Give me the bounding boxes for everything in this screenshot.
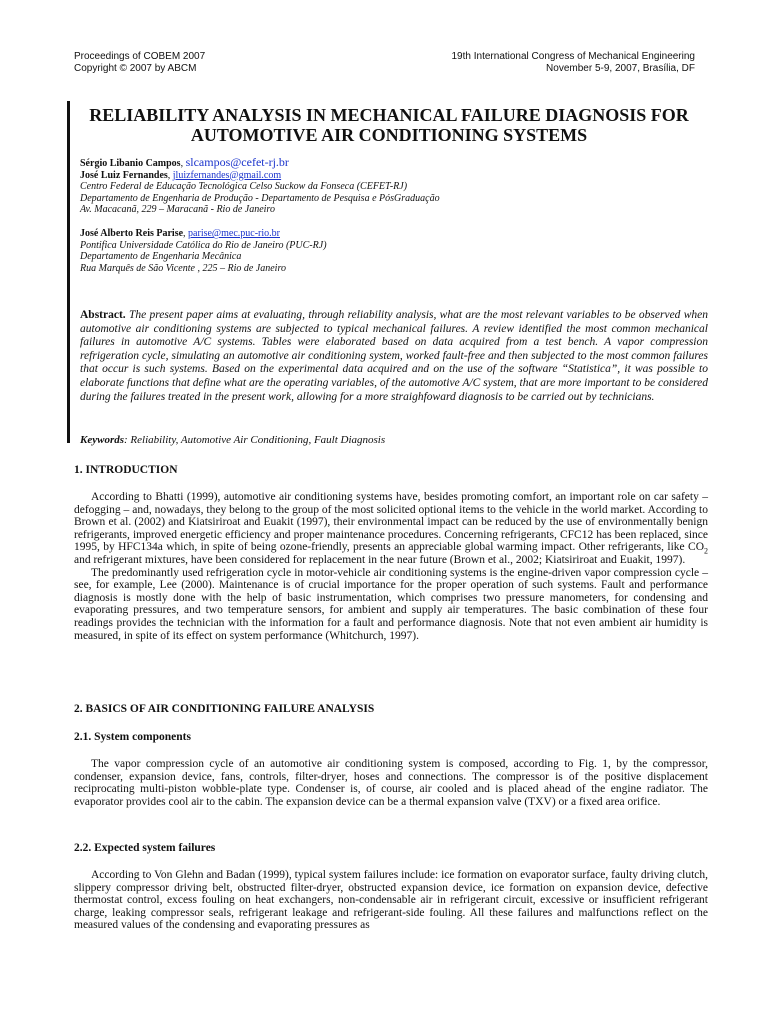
author-3-email[interactable]: parise@mec.puc-rio.br: [188, 227, 280, 239]
paper-title: [70, 105, 708, 145]
title-block: [67, 101, 710, 446]
section-1-body: [74, 491, 708, 642]
section-2-1-paragraph-1: The vapor compression cycle of an automotive air conditioning system is composed, according to Fig. 1, by the compressor, condenser, expansion device, fans, controls, filter-dryer, hoses and connections. The compressor is of the positive displacement reciprocating multi-piston wobble-plate type. Condenser is, of course, air cooled and is placed ahead of the engine radiator. The evaporator provides cool air to the cabin. The expansion device can be a thermal expansion valve (TXV) or a fixed area orifice.: [74, 758, 708, 808]
section-1-paragraph-1: [74, 491, 708, 567]
section-2-2-body: [74, 869, 708, 932]
author-2-name: José Luiz Fernandes: [80, 169, 168, 181]
affiliation-1-line-2: Departamento de Engenharia de Produção - Departamento de Pesquisa e PósGraduação: [80, 192, 440, 204]
author-2: José Luiz Fernandes, jluizfernandes@gmail.com: [80, 169, 282, 181]
affiliation-2-line-2: Departamento de Engenharia Mecânica: [80, 251, 242, 263]
author-1-name: Sérgio Libanio Campos: [80, 158, 181, 169]
conference-name: Proceedings of COBEM 2007: [74, 51, 206, 62]
title-line-1: RELIABILITY ANALYSIS IN MECHANICAL FAILURE DIAGNOSIS FOR: [89, 105, 689, 125]
section-1-heading: 1. INTRODUCTION: [74, 464, 178, 476]
author-1-email[interactable]: slcampos@cefet-rj.br: [185, 155, 289, 169]
author-3: José Alberto Reis Parise, parise@mec.puc-rio.br: [80, 227, 280, 239]
s1-p1-text-a: According to Bhatti (1999), automotive air conditioning systems have, besides promoting comfort, an important role on car safety – defogging – and, nowadays, they belong to the group of the most solicited optional items to the vehicle in the world market. According to Brown et al. (2002) and Kiatsiriroat and Euakit (1997), their environmental impact can be reduced by the use of environmentally benign refrigerants, improved energetic efficiency and proper maintenance procedures. Concerning refrigerants, CFC12 has been replaced, since 1995, by HFC134a which, in spite of being ozone-friendly, presents an appreciable global warming impact. Other refrigerants, like CO: [74, 491, 708, 554]
section-2-1-heading: 2.1. System components: [74, 731, 191, 743]
section-1-paragraph-2: The predominantly used refrigeration cycle in motor-vehicle air conditioning systems is the engine-driven vapor compression cycle – see, for example, Lee (2000). Maintenance is of crucial importance for the proper operation of such systems. Fault and performance diagnosis is mostly done with the help of basic instrumentation, which comprises two pressure manometers, for condensing and evaporating pressures, and two temperature sensors, for ambient and supply air temperatures. The basic combination of these four readings provides the technician with the information for a fault and performance diagnosis. Note that not even ambient air humidity is measured, in spite of its effect on system performance (Whitchurch, 1997).: [74, 566, 708, 642]
keywords-text: : Reliability, Automotive Air Conditioning, Fault Diagnosis: [124, 434, 386, 446]
section-2-heading: 2. BASICS OF AIR CONDITIONING FAILURE ANALYSIS: [74, 703, 375, 715]
copyright-line: Copyright © 2007 by ABCM: [74, 63, 197, 74]
section-2-2-paragraph-1: According to Von Glehn and Badan (1999), typical system failures include: ice formation on evaporator surface, faulty driving clutch, slippery compressor driving belt, obstructed filter-dryer, obstructed expansion device, ice formation on expansion device, defective thermostat control, excess fouling on heat exchangers, non-condensable air in refrigerant circuit, excessive or insufficient refrigerant charge, leaking compressor seals, refrigerant leakage and refrigerant-side fouling. All these failures and malfunctions reflect on the measured values of the condensing and evaporating pressures as: [74, 869, 708, 932]
affiliation-1-line-1: Centro Federal de Educação Tecnológica Celso Suckow da Fonseca (CEFET-RJ): [80, 181, 408, 193]
author-gap: [80, 216, 700, 228]
congress-name: 19th International Congress of Mechanical Engineering: [451, 51, 695, 62]
section-2-2-heading: 2.2. Expected system failures: [74, 842, 216, 854]
affiliation-2-line-3: Rua Marquês de São Vicente , 225 – Rio de Janeiro: [80, 262, 286, 274]
abstract: [80, 309, 708, 404]
congress-dates: November 5-9, 2007, Brasília, DF: [546, 63, 695, 74]
affiliation-1-line-3: Av. Macacanã, 229 – Maracanã - Rio de Janeiro: [80, 204, 275, 216]
author-2-email[interactable]: jluizfernandes@gmail.com: [172, 169, 282, 181]
running-header-left: [74, 51, 205, 75]
keywords: [80, 434, 708, 446]
title-line-2: AUTOMOTIVE AIR CONDITIONING SYSTEMS: [190, 125, 588, 145]
author-list: [80, 157, 700, 274]
author-3-name: José Alberto Reis Parise: [80, 227, 184, 239]
running-header-right: [452, 51, 696, 75]
s1-p1-text-b: and refrigerant mixtures, have been considered for replacement in the near future (Brown et al., 2002; Kiatsiriroat and Euakit, 1997).: [74, 553, 686, 566]
abstract-label: Abstract.: [80, 309, 126, 321]
abstract-text: The present paper aims at evaluating, through reliability analysis, what are the most relevant variables to be observed when automotive air conditioning systems are subjected to typical mechanical failures. A review identified the most common mechanical failures in automotive A/C systems. Tables were elaborated based on data acquired from a test bench. A vapor compression refrigeration cycle, simulating an automotive air conditioning system, worked fault-free and then subjected to the most common failures that occur is such systems. Based on the experimental data acquired and on the use of the software “Statistica”, it was possible to elaborate functions that define what are the operating variables, of the automotive A/C system, that are more important to be considered during the failures treated in the present work, allowing for a more straighfoward diagnosis to be carried out by technicians.: [80, 309, 708, 403]
keywords-label: Keywords: [80, 434, 124, 446]
section-2-1-body: [74, 758, 708, 808]
author-1: Sérgio Libanio Campos, slcampos@cefet-rj.br: [80, 155, 289, 169]
co2-subscript: 2: [704, 546, 708, 556]
affiliation-2-line-1: Pontifica Universidade Católica do Rio de Janeiro (PUC-RJ): [80, 239, 327, 251]
